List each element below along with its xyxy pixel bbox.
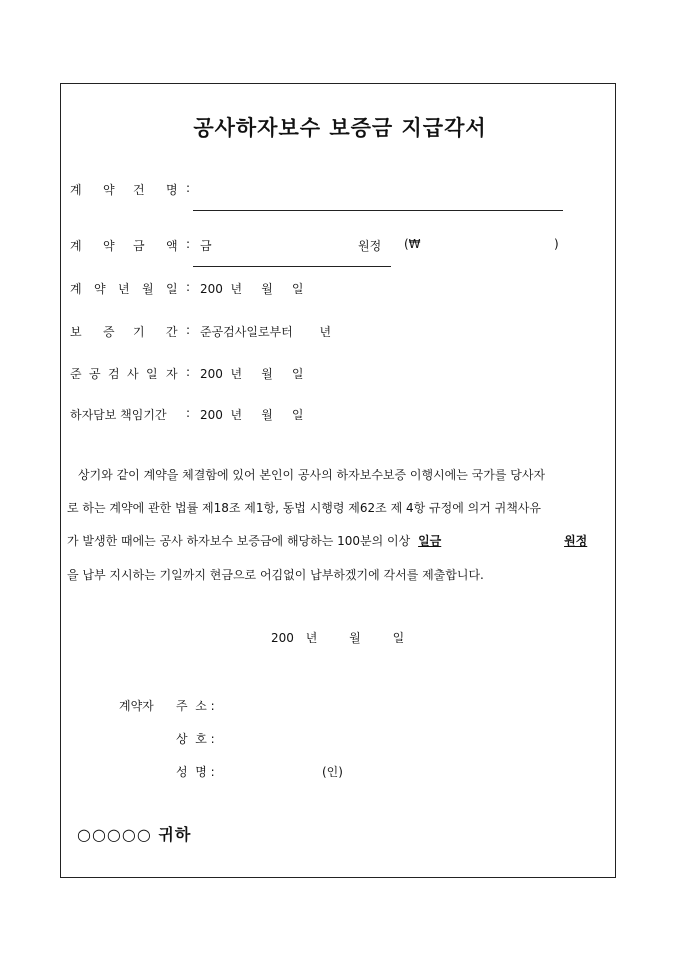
- colon: :: [186, 237, 191, 251]
- label-char: 증: [103, 325, 115, 339]
- label-char: 계: [70, 239, 82, 253]
- label-char: 명: [166, 183, 178, 197]
- label-char: 금: [133, 239, 145, 253]
- contract-name-underline[interactable]: [193, 210, 563, 211]
- label-char: 자: [166, 367, 178, 381]
- label-char: 약: [94, 282, 106, 296]
- name-label[interactable]: 성 명 :: [176, 765, 215, 779]
- warranty-period-value[interactable]: 준공검사일로부터 년: [200, 325, 332, 339]
- date-month-unit: 월: [349, 631, 361, 645]
- label-char: 약: [103, 183, 115, 197]
- colon: :: [186, 181, 191, 195]
- address-label[interactable]: 주 소 :: [176, 699, 215, 713]
- currency-close: ): [554, 237, 559, 251]
- label-char: 월: [142, 282, 154, 296]
- label-char: 액: [166, 239, 178, 253]
- colon: :: [186, 280, 191, 294]
- amount-blank-label[interactable]: 일금: [418, 534, 442, 548]
- submission-date[interactable]: [271, 629, 404, 646]
- label-char: 건: [133, 183, 145, 197]
- inspection-date-value[interactable]: 200 년 월 일: [200, 367, 304, 381]
- body-line-3-text: 가 발생한 때에는 공사 하자보수 보증금에 해당하는 100분의 이상: [67, 534, 411, 548]
- label-char: 계: [70, 183, 82, 197]
- liability-period-value[interactable]: 200 년 월 일: [200, 408, 304, 422]
- date-year: 200: [271, 631, 294, 645]
- contract-date-value[interactable]: 200 년 월 일: [200, 282, 304, 296]
- colon: :: [186, 365, 191, 379]
- label-char: 검: [108, 367, 120, 381]
- date-year-unit: 년: [305, 631, 318, 645]
- label-char: 일: [166, 282, 178, 296]
- label-char: 사: [127, 367, 139, 381]
- body-line-3: [67, 532, 615, 549]
- colon: :: [186, 406, 191, 420]
- seal-mark: (인): [322, 765, 343, 779]
- liability-label: 하자담보 책임기간: [70, 408, 167, 422]
- label-char: 간: [166, 325, 178, 339]
- amount-blank-unit: 원정: [564, 534, 588, 548]
- contract-amount-underline[interactable]: [193, 266, 391, 267]
- body-line-2: 로 하는 계약에 관한 법률 제18조 제1항, 동법 시행령 제62조 제 4항 규정에 의거 귀책사유: [67, 501, 541, 515]
- currency-open: (₩: [404, 237, 421, 251]
- label-char: 일: [146, 367, 158, 381]
- contractor-label: 계약자: [119, 699, 154, 713]
- body-line-1: 상기와 같이 계약을 체결함에 있어 본인이 공사의 하자보수보증 이행시에는 국가를 당사자: [78, 468, 546, 482]
- label-char: 계: [70, 282, 82, 296]
- date-day-unit: 일: [392, 631, 405, 645]
- label-char: 기: [133, 325, 145, 339]
- label-char: 년: [118, 282, 130, 296]
- label-char: 준: [70, 367, 82, 381]
- amount-unit: 원정: [358, 239, 382, 253]
- body-line-4: 을 납부 지시하는 기일까지 현금으로 어김없이 납부하겠기에 각서를 제출합니다.: [67, 568, 484, 582]
- label-char: 보: [70, 325, 82, 339]
- company-label[interactable]: 상 호 :: [176, 732, 215, 746]
- document-title: 공사하자보수 보증금 지급각서: [193, 115, 487, 140]
- label-char: 공: [89, 367, 101, 381]
- addressee: ○○○○○ 귀하: [77, 825, 192, 844]
- label-char: 약: [103, 239, 115, 253]
- colon: :: [186, 323, 191, 337]
- amount-prefix: 금: [200, 239, 212, 253]
